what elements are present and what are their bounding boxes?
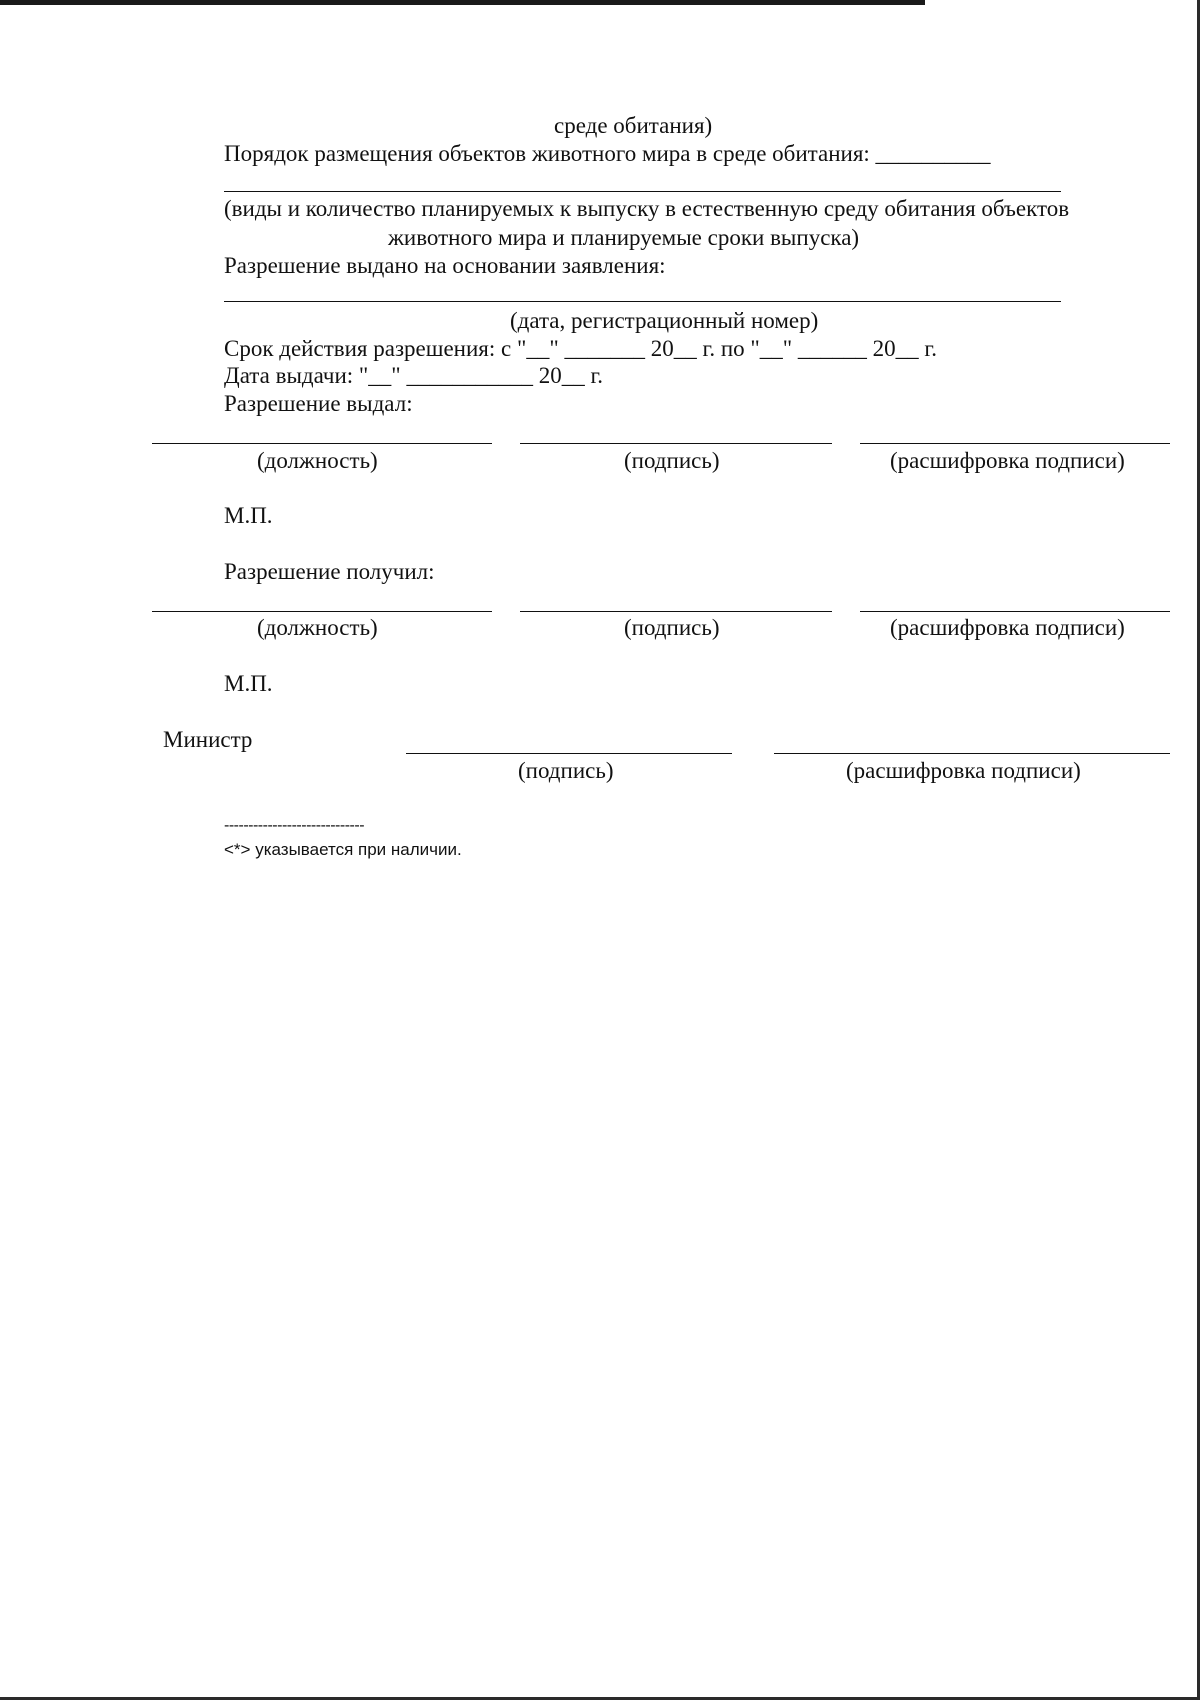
issued-by-decoding-line — [860, 443, 1170, 444]
placement-order-label: Порядок размещения объектов животного мира в среде обитания: __________ — [224, 141, 991, 166]
minister-signature-caption: (подпись) — [518, 758, 614, 783]
footnote-text: <*> указывается при наличии. — [224, 840, 462, 859]
release-caption-line1: (виды и количество планируемых к выпуску в естественную среду обитания объектов — [224, 196, 1070, 221]
received-by-signature-line — [520, 611, 832, 612]
continuation-line: среде обитания) — [554, 113, 713, 138]
basis-blank-line — [224, 301, 1061, 302]
basis-caption: (дата, регистрационный номер) — [510, 308, 819, 333]
received-by-decoding-line — [860, 611, 1170, 612]
issued-by-position-line — [152, 443, 492, 444]
minister-signature-line — [406, 753, 732, 754]
issued-by-stamp: М.П. — [224, 503, 273, 528]
received-by-position-caption: (должность) — [257, 615, 378, 640]
issued-by-decoding-caption: (расшифровка подписи) — [890, 448, 1125, 473]
issued-by-signature-line — [520, 443, 832, 444]
issue-date-label: Дата выдачи: "__" ___________ 20__ г. — [224, 363, 604, 388]
basis-label: Разрешение выдано на основании заявления: — [224, 253, 666, 278]
received-by-signature-caption: (подпись) — [624, 615, 720, 640]
received-by-position-line — [152, 611, 492, 612]
scan-top-border — [0, 0, 925, 5]
minister-label: Министр — [163, 727, 253, 752]
minister-decoding-line — [774, 753, 1170, 754]
footnote-rule: ----------------------------- — [224, 817, 365, 834]
issued-by-signature-caption: (подпись) — [624, 448, 720, 473]
validity-label: Срок действия разрешения: с "__" _______ 20__ г. по "__" ______ 20__ г. — [224, 336, 937, 361]
issued-by-position-caption: (должность) — [257, 448, 378, 473]
release-caption-line2: животного мира и планируемые сроки выпуска) — [388, 225, 860, 250]
received-by-decoding-caption: (расшифровка подписи) — [890, 615, 1125, 640]
minister-decoding-caption: (расшифровка подписи) — [846, 758, 1081, 783]
issued-by-label: Разрешение выдал: — [224, 391, 413, 416]
received-by-stamp: М.П. — [224, 671, 273, 696]
received-by-label: Разрешение получил: — [224, 559, 435, 584]
placement-order-blank-line — [224, 191, 1061, 192]
